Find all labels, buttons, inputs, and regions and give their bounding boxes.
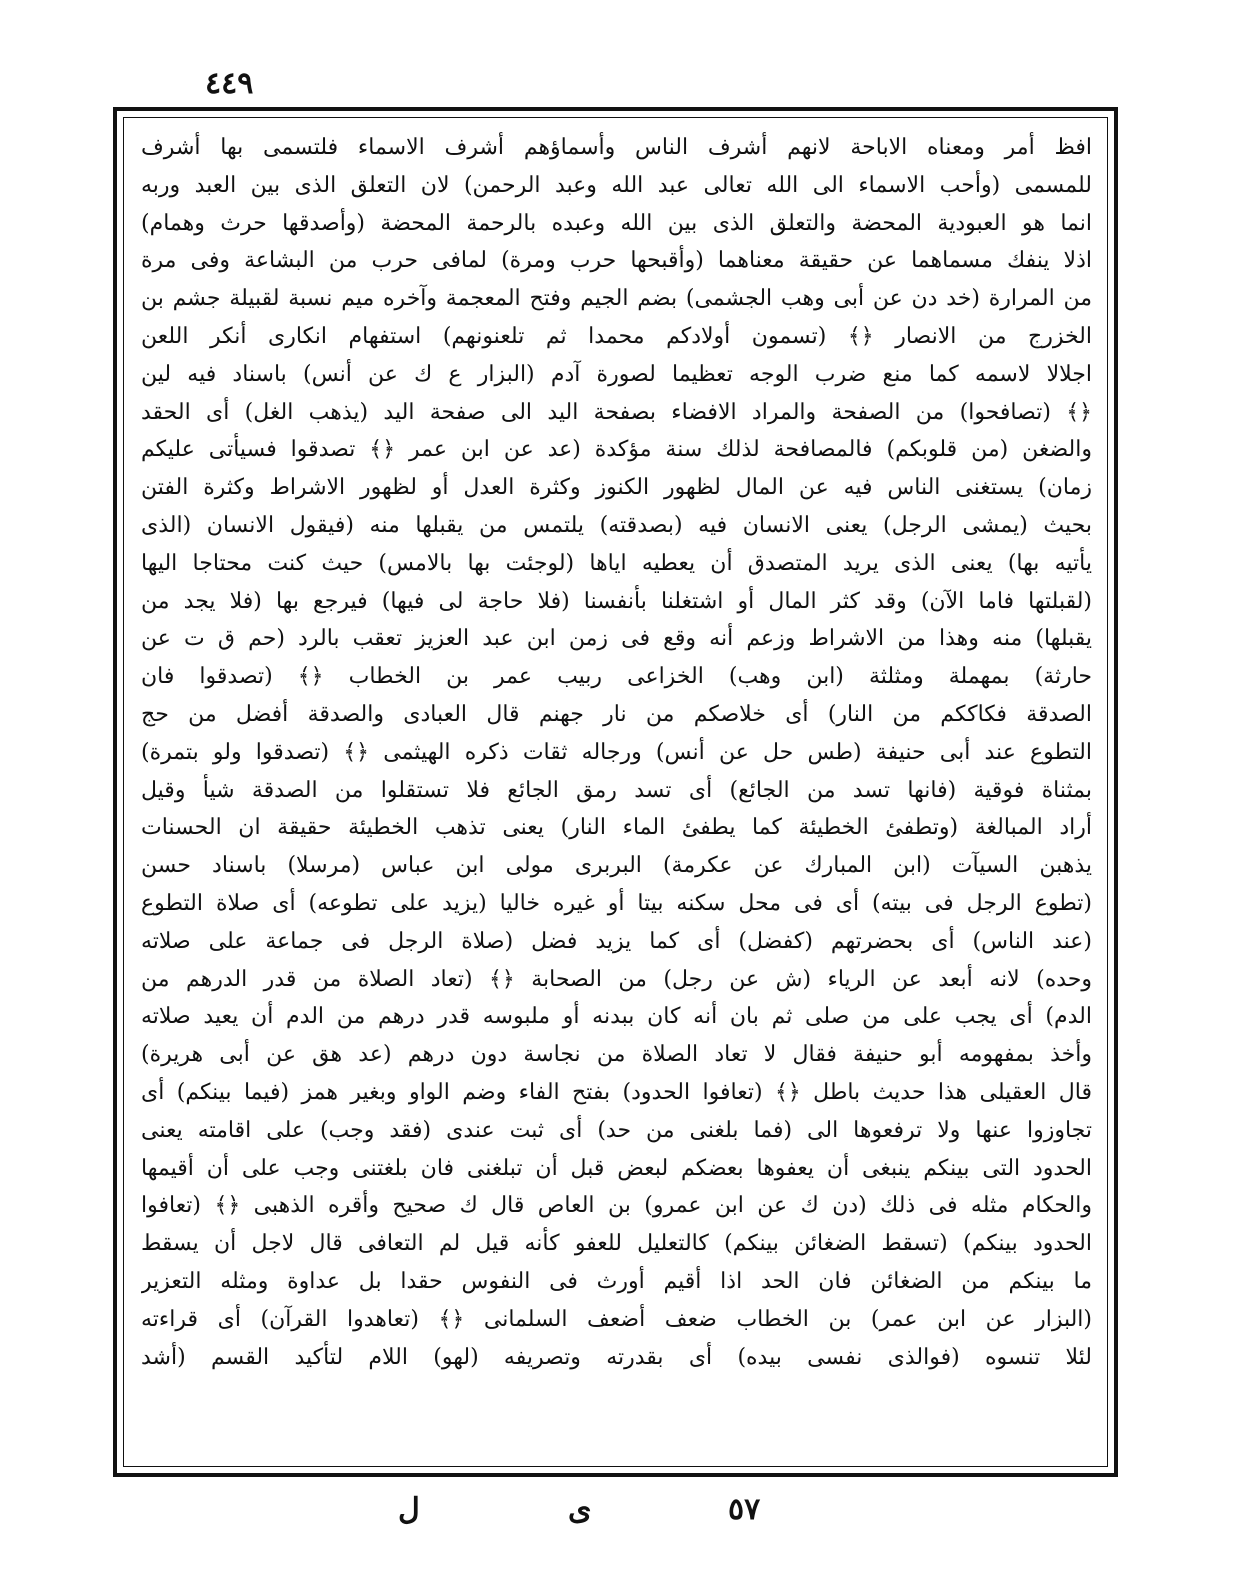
text-line-31: ما بينكم من الضغائن فان الحد اذا أقيم أورث فى النفوس حقدا بل عداوة ومثله التعزير [141,1268,1092,1294]
text-line-9: والضغن (من قلوبكم) فالمصافحة لذلك سنة مؤكدة (عد عن ابن عمر ﴿﴾ تصدقوا فسيأتى عليكم [141,437,1092,463]
text-line-19: أراد المبالغة (وتطفئ الخطيئة كما يطفئ الماء النار) يعنى تذهب الخطيئة حقيقة ان الحسنات [141,815,1092,841]
text-line-25: وأخذ بمفهومه أبو حنيفة فقال لا تعاد الصلاة من نجاسة دون درهم (عد هق عن أبى هريرة) [141,1042,1092,1068]
text-line-4: اذلا ينفك مسماهما عن حقيقة معناهما (وأقبحها حرب ومرة) لمافى حرب من البشاعة وفى مرة [141,248,1092,274]
signature-number: ٥٧ [728,1492,761,1527]
text-line-13: (لقبلتها فاما الآن) وقد كثر المال أو اشتغلنا بأنفسنا (فلا حاجة لى فيها) فيرجع بها (فلا يجد من [141,588,1092,614]
commentary-body [141,129,1092,1376]
text-line-7: اجلالا لاسمه كما منع ضرب الوجه تعظيما لصورة آدم (البزار ع ك عن أنس) باسناد فيه لين [141,361,1092,387]
text-line-18: بمثناة فوقية (فانها تسد من الجائع) أى تسد رمق الجائع فلا تستقلوا من الصدقة شيأ وقيل [141,777,1092,803]
text-line-29: والحكام مثله فى ذلك (دن ك عن ابن عمرو) بن العاص قال ك صحيح وأقره الذهبى ﴿﴾ (تعافوا [141,1193,1092,1219]
text-line-23: وحده) لانه أبعد عن الرياء (ش عن رجل) من الصحابة ﴿﴾ (تعاد الصلاة من قدر الدرهم من [141,966,1092,992]
text-line-27: تجاوزوا عنها ولا ترفعوها الى (فما بلغنى من حد) أى ثبت عندى (فقد وجب) على اقامته يعنى [141,1117,1092,1143]
text-line-3: انما هو العبودية المحضة والتعلق الذى بين الله وعبده بالرحمة المحضة (وأصدقها حرث وهمام) [141,210,1092,236]
text-line-22: (عند الناس) أى بحضرتهم (كفضل) أى كما يزيد فضل (صلاة الرجل فى جماعة على صلاته [141,928,1092,954]
signature-letter-lam: ل [398,1492,420,1527]
signature-mark-row [0,1492,1240,1532]
text-line-8: ﴿﴾ (تصافحوا) من الصفحة والمراد الافضاء بصفحة اليد الى صفحة اليد (يذهب الغل) أى الحقد [141,399,1092,425]
text-line-6: الخزرج من الانصار ﴿﴾ (تسمون أولادكم محمدا ثم تلعنونهم) استفهام انكارى أنكر اللعن [141,323,1092,349]
text-line-10: زمان) يستغنى الناس فيه عن المال لظهور الكنوز وكثرة العدل أو لظهور الاشراط وكثرة الفتن [141,475,1092,501]
text-line-17: التطوع عند أبى حنيفة (طس حل عن أنس) ورجاله ثقات ذكره الهيثمى ﴿﴾ (تصدقوا ولو بتمرة) [141,739,1092,765]
text-line-16: الصدقة فكاككم من النار) أى خلاصكم من نار جهنم قال العبادى والصدقة أفضل من حج [141,701,1092,727]
text-line-26: قال العقيلى هذا حديث باطل ﴿﴾ (تعافوا الحدود) بفتح الفاء وضم الواو وبغير همز (فيما بينكم) أى [141,1079,1092,1105]
text-line-30: الحدود بينكم) (تسقط الضغائن بينكم) كالتعليل للعفو كأنه قيل لم التعافى قال لاجل أن يسقط [141,1231,1092,1257]
text-line-28: الحدود التى بينكم ينبغى أن يعفوها بعضكم لبعض قبل أن تبلغنى فان بلغتنى وجب على أن أقيمها [141,1155,1092,1181]
text-line-24: الدم) أى يجب على من صلى ثم بان أنه كان ببدنه أو ملبوسه قدر درهم من الدم أن يعيد صلاته [141,1004,1092,1030]
text-line-21: (تطوع الرجل فى بيته) أى فى محل سكنه بيتا أو غيره خاليا (يزيد على تطوعه) أى صلاة التطوع [141,890,1092,916]
text-line-5: من المرارة (خد دن عن أبى وهب الجشمى) بضم الجيم وفتح المعجمة وآخره ميم نسبة لقبيلة جشم بن [141,286,1092,312]
text-line-1: افظ أمر ومعناه الاباحة لانهم أشرف الناس وأسماؤهم أشرف الاسماء فلتسمى بها أشرف [141,135,1092,160]
signature-letter-ya: ى [568,1492,592,1527]
text-line-14: يقبلها) منه وهذا من الاشراط وزعم أنه وقع فى زمن ابن عبد العزيز تعقب بالرد (حم ق ت عن [141,626,1092,652]
page-number: ٤٤٩ [205,66,254,101]
text-line-32: (البزار عن ابن عمر) بن الخطاب ضعف أضعف السلمانى ﴿﴾ (تعاهدوا القرآن) أى قراءته [141,1306,1092,1332]
text-line-20: يذهبن السيآت (ابن المبارك عن عكرمة) البربرى مولى ابن عباس (مرسلا) باسناد حسن [141,853,1092,879]
text-line-33: لئلا تنسوه (فوالذى نفسى بيده) أى بقدرته وتصريفه (لهو) اللام لتأكيد القسم (أشد [141,1344,1092,1370]
text-line-11: بحيث (يمشى الرجل) يعنى الانسان فيه (بصدقته) يلتمس من يقبلها منه (فيقول الانسان (الذى [141,512,1092,538]
text-line-15: حارثة) بمهملة ومثلثة (ابن وهب) الخزاعى ربيب عمر بن الخطاب ﴿﴾ (تصدقوا فان [141,664,1092,690]
text-line-12: يأتيه بها) يعنى الذى يريد المتصدق أن يعطيه اياها (لوجئت بها بالامس) حيث كنت محتاجا اليها [141,550,1092,576]
text-line-2: للمسمى (وأحب الاسماء الى الله تعالى عبد الله وعبد الرحمن) لان التعلق الذى بين العبد وربه [141,172,1092,198]
text-frame [113,107,1118,1477]
